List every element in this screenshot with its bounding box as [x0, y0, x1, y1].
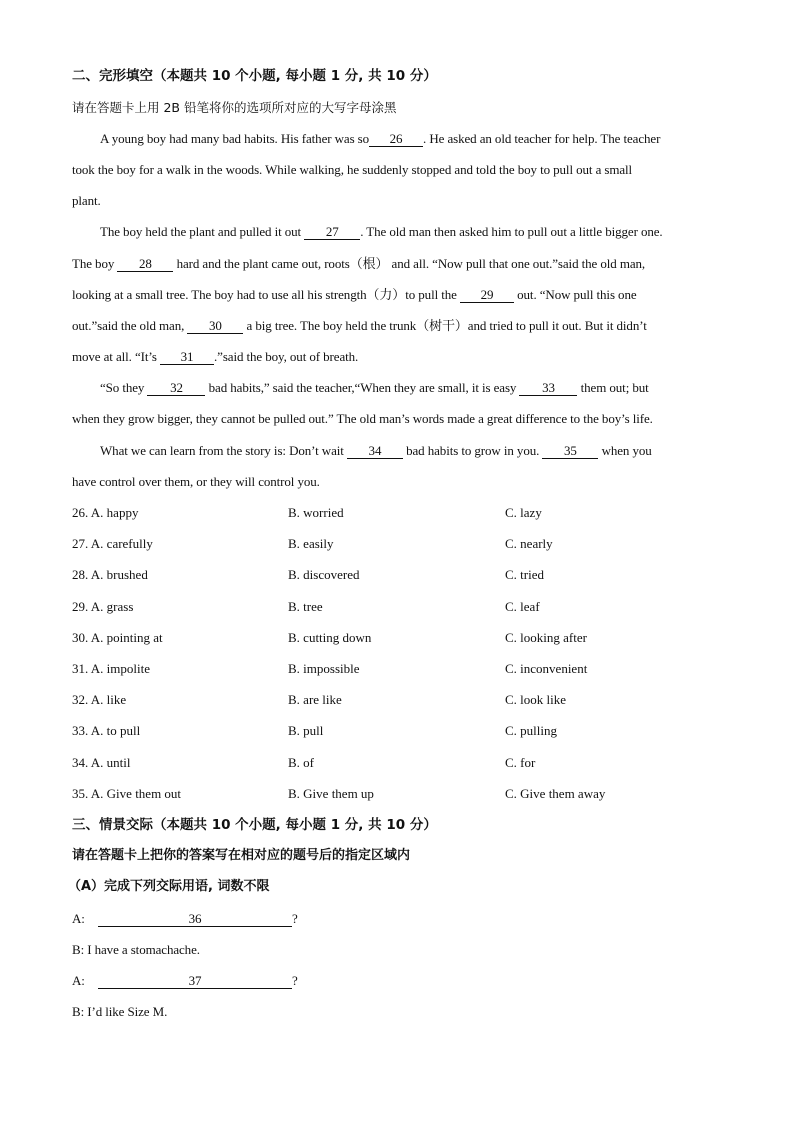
option-b: B. pull	[288, 723, 324, 738]
passage-line: when they grow bigger, they cannot be pulled out.” The old man’s words made a great difference to the boy’s life.	[72, 411, 653, 426]
passage-line: The boy 28 hard and the plant came out, roots（根） and all. “Now pull that one out.”said the old man,	[72, 256, 646, 271]
blank-34: 34	[347, 444, 403, 459]
option-a: 34. A. until	[72, 755, 131, 770]
passage-line: out.”said the old man, 30 a big tree. The boy held the trunk（树干）and tried to pull it out. But it didn’t	[72, 318, 647, 333]
blank-30: 30	[187, 319, 243, 334]
passage-line: A young boy had many bad habits. His father was so 26 . He asked an old teacher for help. The teacher	[100, 131, 661, 146]
answer-blank-37[interactable]: 37	[98, 974, 292, 989]
option-b: B. worried	[288, 505, 344, 520]
answer-blank-36[interactable]: 36	[98, 912, 292, 927]
option-c: C. looking after	[505, 630, 587, 645]
option-a: 28. A. brushed	[72, 567, 148, 582]
section-2-instruction: 请在答题卡上用 2B 铅笔将你的选项所对应的大写字母涂黑	[72, 100, 397, 115]
passage-line: move at all. “It’s 31 .”said the boy, out of breath.	[72, 349, 359, 364]
option-a: 27. A. carefully	[72, 536, 153, 551]
option-b: B. discovered	[288, 567, 360, 582]
option-c: C. pulling	[505, 723, 558, 738]
option-a: 33. A. to pull	[72, 723, 141, 738]
blank-28: 28	[117, 257, 173, 272]
blank-35: 35	[542, 444, 598, 459]
option-c: C. look like	[505, 692, 567, 707]
option-b: B. impossible	[288, 661, 360, 676]
option-a: 31. A. impolite	[72, 661, 150, 676]
option-c: C. tried	[505, 567, 544, 582]
option-a: 32. A. like	[72, 692, 127, 707]
passage-line: took the boy for a walk in the woods. While walking, he suddenly stopped and told the boy to pull out a small	[72, 162, 633, 177]
dialog-line-b2: B: I’d like Size M.	[72, 1004, 168, 1019]
section-2-title: 二、完形填空（本题共 10 个小题, 每小题 1 分, 共 10 分）	[72, 68, 437, 84]
option-c: C. leaf	[505, 599, 540, 614]
option-c: C. for	[505, 755, 536, 770]
option-a: 35. A. Give them out	[72, 786, 182, 801]
passage-line: plant.	[72, 193, 101, 208]
blank-27: 27	[304, 225, 360, 240]
option-a: 30. A. pointing at	[72, 630, 163, 645]
blank-33: 33	[519, 381, 577, 396]
option-c: C. lazy	[505, 505, 542, 520]
passage-line: have control over them, or they will control you.	[72, 474, 320, 489]
part-a-heading: （A）完成下列交际用语, 词数不限	[68, 879, 270, 894]
option-c: C. Give them away	[505, 786, 606, 801]
option-b: B. are like	[288, 692, 342, 707]
blank-31: 31	[160, 350, 214, 365]
passage-line: looking at a small tree. The boy had to use all his strength（力）to pull the 29 out. “Now pull this one	[72, 287, 637, 302]
option-b: B. of	[288, 755, 314, 770]
option-c: C. inconvenient	[505, 661, 588, 676]
passage-line: The boy held the plant and pulled it out 27 . The old man then asked him to pull out a little bigger one.	[100, 224, 663, 239]
dialog-line-a1: A: 36 ?	[72, 911, 298, 926]
option-a: 29. A. grass	[72, 599, 134, 614]
dialog-line-b1: B: I have a stomachache.	[72, 942, 200, 957]
section-3-title: 三、情景交际（本题共 10 个小题, 每小题 1 分, 共 10 分）	[72, 817, 437, 833]
option-b: B. easily	[288, 536, 334, 551]
blank-32: 32	[147, 381, 205, 396]
option-a: 26. A. happy	[72, 505, 139, 520]
blank-26: 26	[369, 132, 423, 147]
section-3-instruction: 请在答题卡上把你的答案写在相对应的题号后的指定区域内	[72, 848, 411, 863]
option-c: C. nearly	[505, 536, 553, 551]
option-b: B. Give them up	[288, 786, 374, 801]
option-b: B. cutting down	[288, 630, 372, 645]
passage-line: “So they 32 bad habits,” said the teacher,“When they are small, it is easy 33 them out; but	[100, 380, 649, 395]
dialog-line-a2: A: 37 ?	[72, 973, 298, 988]
passage-line: What we can learn from the story is: Don’t wait 34 bad habits to grow in you. 35 when you	[100, 443, 652, 458]
blank-29: 29	[460, 288, 514, 303]
option-b: B. tree	[288, 599, 323, 614]
